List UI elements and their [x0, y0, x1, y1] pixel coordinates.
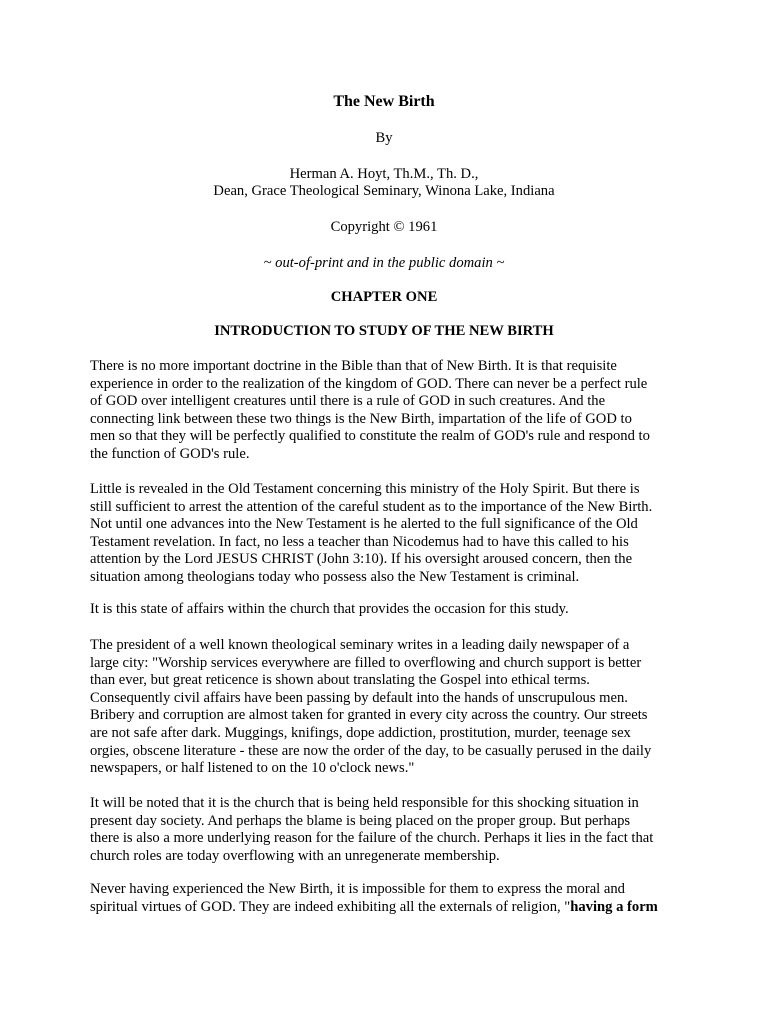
paragraph-line: of GOD over intelligent creatures until there is a rule of GOD in such creatures. And the: [90, 393, 606, 410]
emphasized-text: having a form: [570, 898, 658, 915]
paragraph-line-mixed: [90, 899, 710, 917]
paragraph-line: Testament revelation. In fact, no less a teacher than Nicodemus had to have this called to his: [90, 533, 629, 550]
author-name: Herman A. Hoyt, Th.M., Th. D.,: [289, 166, 479, 182]
paragraph-line: church roles are today overflowing with an unregenerate membership.: [90, 847, 500, 864]
paragraph-line: It is this state of affairs within the church that provides the occasion for this study.: [90, 601, 569, 617]
paragraph-3: [90, 601, 710, 619]
paragraph-2: [90, 481, 710, 587]
paragraph-line: are not safe after dark. Muggings, knifings, dope addiction, prostitution, murder, teenage sex: [90, 724, 631, 741]
paragraph-line: men so that they will be perfectly qualified to constitute the realm of GOD's rule and respond to: [90, 428, 650, 445]
paragraph-line: present day society. And perhaps the blame is being placed on the proper group. But perhaps: [90, 812, 631, 829]
paragraph-line: orgies, obscene literature - these are now the order of the day, to be casually perused in the daily: [90, 742, 652, 759]
paragraph-line: Bribery and corruption are almost taken for granted in every city across the country. Our streets: [90, 707, 648, 724]
chapter-title: INTRODUCTION TO STUDY OF THE NEW BIRTH: [214, 323, 554, 339]
document-title: The New Birth: [333, 93, 435, 110]
paragraph-line: connecting link between these two things is the New Birth, impartation of the life of GOD to: [90, 410, 632, 427]
paragraph-line: Consequently civil affairs have been passing by default into the hands of unscrupulous men.: [90, 689, 628, 706]
paragraph-line: There is no more important doctrine in the Bible than that of New Birth. It is that requisite: [90, 358, 617, 374]
copyright-line: Copyright © 1961: [330, 219, 438, 235]
public-domain-notice: ~ out-of-print and in the public domain ~: [263, 255, 505, 271]
paragraph-line: experience in order to the realization of the kingdom of GOD. There can never be a perfect rule: [90, 375, 648, 392]
paragraph-1: [90, 358, 710, 464]
author-affiliation: Dean, Grace Theological Seminary, Winona Lake, Indiana: [213, 183, 555, 199]
paragraph-6: [90, 881, 710, 916]
paragraph-line: than ever, but great reticence is shown about translating the Gospel into ethical terms.: [90, 672, 590, 689]
paragraph-line: newspapers, or half listened to on the 10 o'clock news.": [90, 760, 415, 777]
paragraph-line: Little is revealed in the Old Testament concerning this ministry of the Holy Spirit. But there is: [90, 481, 640, 497]
paragraph-line: situation among theologians today who possess also the New Testament is criminal.: [90, 568, 580, 585]
byline-label: By: [375, 130, 393, 146]
paragraph-line: The president of a well known theological seminary writes in a leading daily newspaper of a: [90, 637, 630, 653]
paragraph-text: spiritual virtues of GOD. They are indeed exhibiting all the externals of religion, ": [90, 898, 571, 915]
paragraph-line: attention by the Lord JESUS CHRIST (John 3:10). If his oversight aroused concern, then the: [90, 551, 633, 568]
paragraph-4: [90, 637, 710, 778]
paragraph-line: there is also a more underlying reason for the failure of the church. Perhaps it lies in the fact that: [90, 830, 654, 847]
paragraph-line: Not until one advances into the New Testament is he alerted to the full significance of the Old: [90, 516, 638, 533]
paragraph-line: the function of GOD's rule.: [90, 445, 250, 462]
paragraph-line: Never having experienced the New Birth, it is impossible for them to express the moral and: [90, 881, 625, 897]
chapter-heading: CHAPTER ONE: [330, 289, 438, 305]
paragraph-line: large city: "Worship services everywhere are filled to overflowing and church support is better: [90, 654, 642, 671]
paragraph-5: [90, 795, 710, 865]
paragraph-line: still sufficient to arrest the attention of the careful student as to the importance of the New Birth.: [90, 498, 653, 515]
paragraph-line: It will be noted that it is the church that is being held responsible for this shocking situation in: [90, 795, 639, 811]
